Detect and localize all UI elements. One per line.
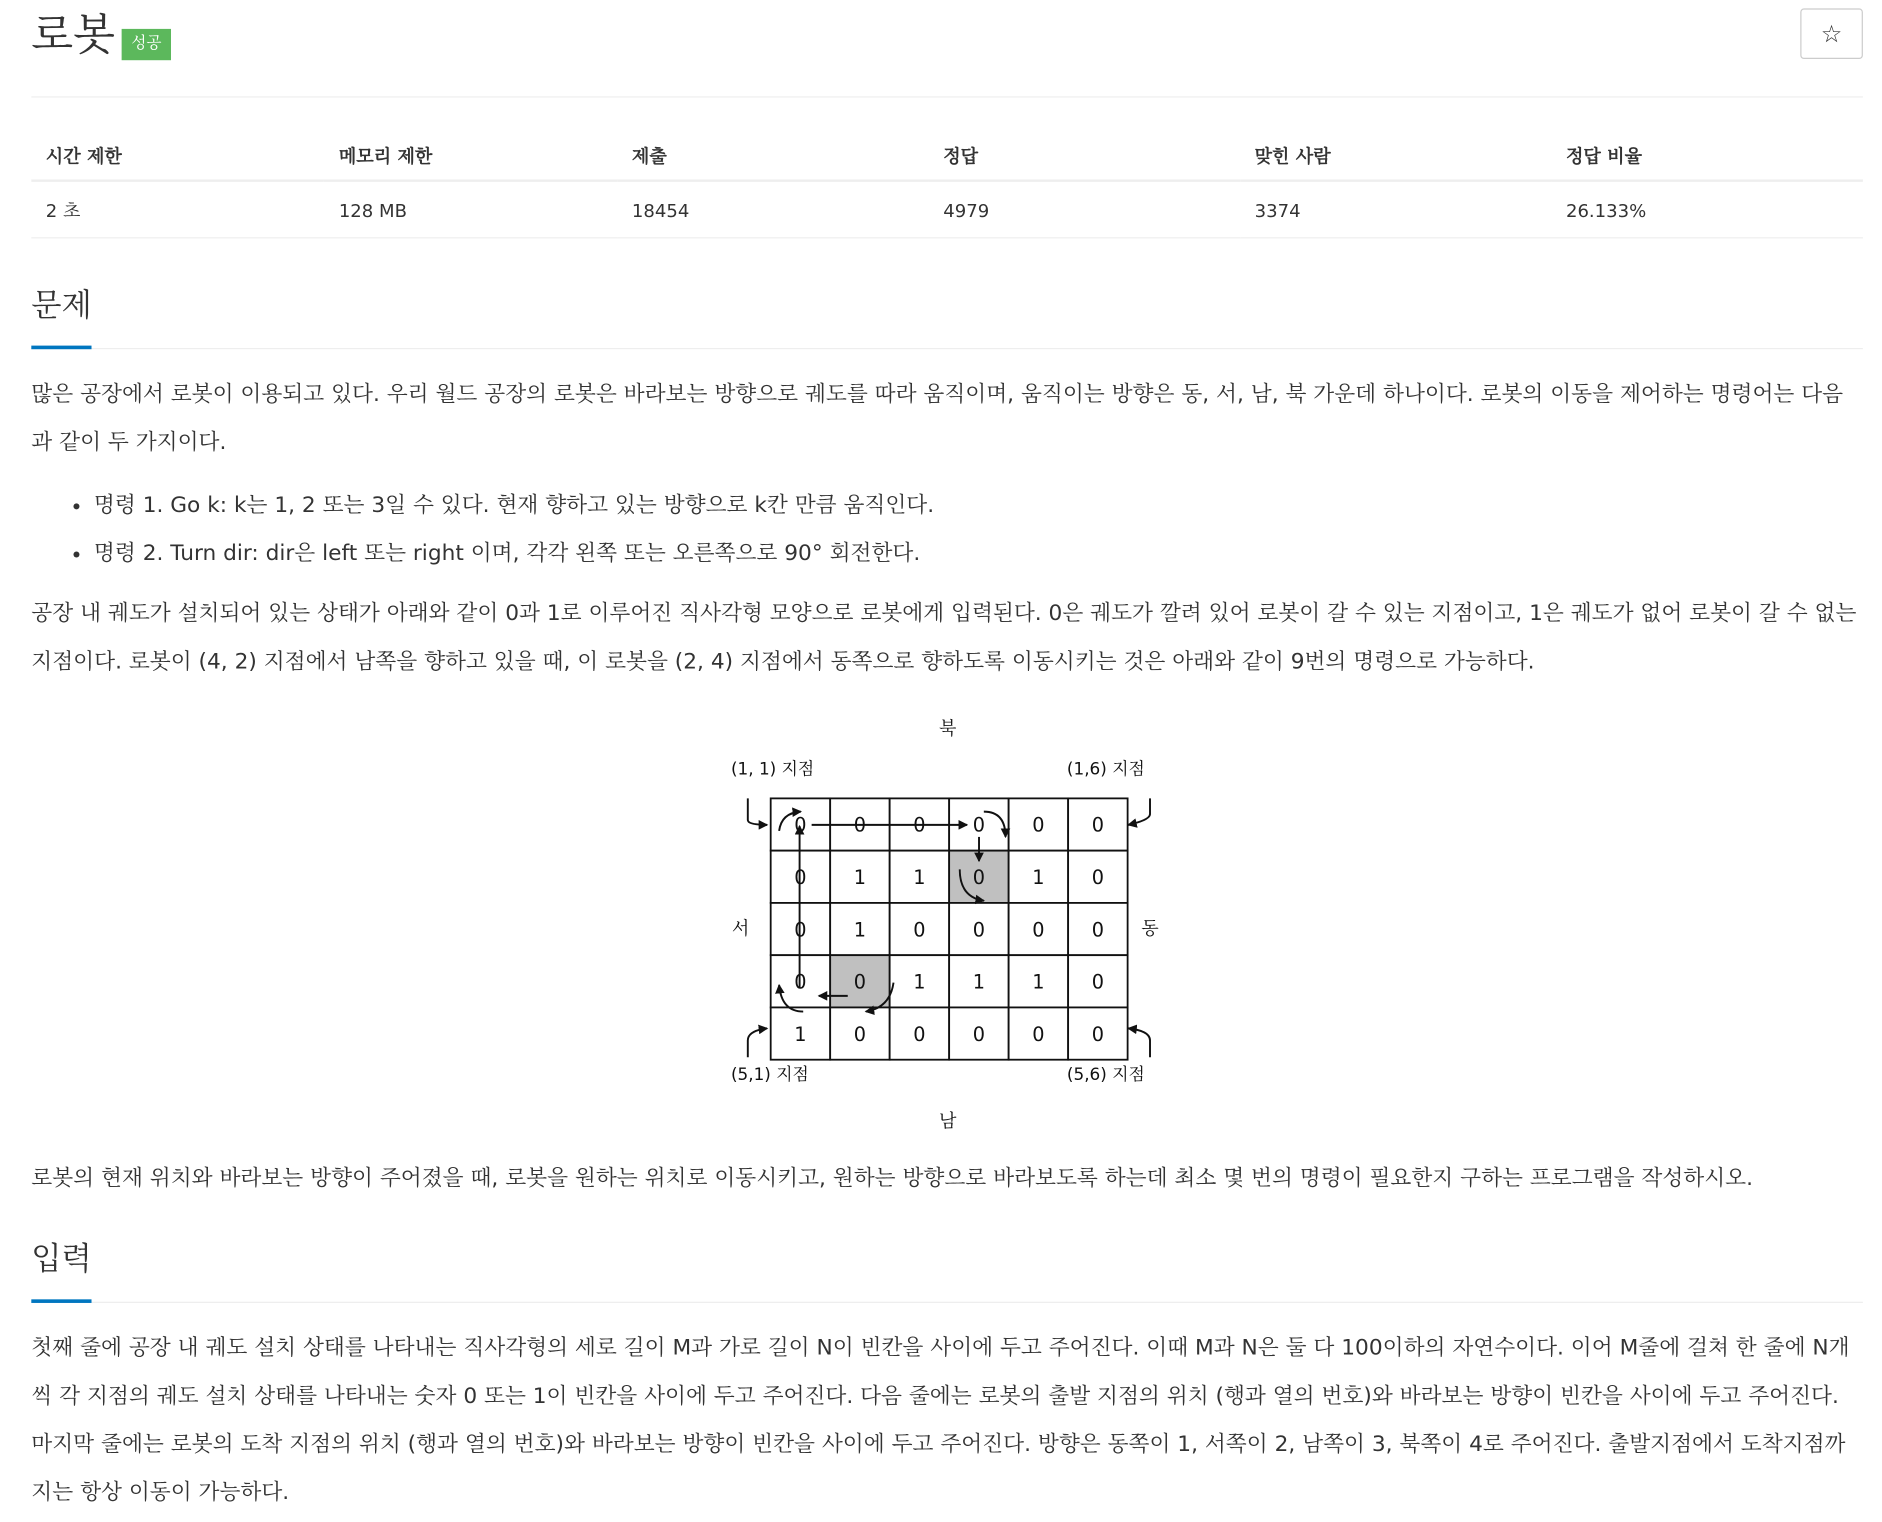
entry-arrow-bottom-right [1128,1028,1150,1057]
entry-arrow-top-right [1128,798,1150,824]
grid-cell-value: 0 [793,866,806,890]
value-accepted: 4979 [929,181,1240,238]
input-section-title: 입력 [31,1232,91,1303]
grid-cell-value: 0 [1091,1022,1104,1046]
grid-cell-value: 0 [912,1022,925,1046]
grid-cell-value: 0 [853,1022,866,1046]
header-time-limit: 시간 제한 [31,134,324,181]
grid-cell-value: 0 [1091,970,1104,994]
command-item-go: • 명령 1. Go k: k는 1, 2 또는 3일 수 있다. 현재 향하고 있는 방향으로 k칸 만큼 움직인다. [94,482,1863,530]
entry-arrow-top-left [747,798,766,824]
header-ratio: 정답 비율 [1551,134,1862,181]
header-accepted: 정답 [929,134,1240,181]
grid-cell-value: 0 [1091,813,1104,837]
grid-cell-value: 0 [853,813,866,837]
grid-cell-value: 0 [853,970,866,994]
grid-cell-value: 1 [1031,866,1044,890]
compass-north: 북 [938,718,956,740]
info-header-row [31,134,1863,181]
entry-arrow-bottom-left [747,1028,766,1057]
problem-paragraph-2: 공장 내 궤도가 설치되어 있는 상태가 아래와 같이 0과 1로 이루어진 직사각형 모양으로 로봇에게 입력된다. 0은 궤도가 깔려 있어 로봇이 갈 수 있는 지점이고, 1은 궤도가 없어 로봇이 갈 수 없는 지점이다. 로봇이 (4, 2) 지점에서 남쪽을 향하고 있을 때, 이 로봇을 (2, 4) 지점에서 동쪽으로 향하도록 이동시키는 것은 아래와 같이 9번의 명령으로 가능하다. [31,600,1857,675]
grid-cell-value: 0 [972,1022,985,1046]
info-value-row [31,181,1863,238]
problem-description [31,371,1863,1203]
compass-east: 동 [1140,918,1159,940]
value-solvers: 3374 [1240,181,1551,238]
corner-label-top-right: (1,6) 지점 [1066,758,1145,779]
header-solvers: 맞힌 사람 [1240,134,1551,181]
header-memory-limit: 메모리 제한 [324,134,617,181]
track-grid [770,798,1127,1059]
corner-label-top-left: (1, 1) 지점 [730,758,814,779]
grid-cell-value: 0 [1091,866,1104,890]
grid-cell-value: 0 [912,813,925,837]
grid-cell-value: 0 [793,813,806,837]
input-description [31,1325,1863,1518]
header-submissions: 제출 [617,134,928,181]
value-time-limit: 2 초 [31,181,324,238]
corner-label-bottom-right: (5,6) 지점 [1066,1064,1145,1085]
robot-grid-figure [706,710,1188,1137]
compass-west: 서 [731,918,749,940]
grid-cell-value: 0 [972,918,985,942]
info-table [31,134,1863,239]
value-ratio: 26.133% [1551,181,1862,238]
page-title: 로봇 [31,10,116,61]
problem-section-header [31,278,1863,349]
grid-cell-value: 0 [793,970,806,994]
grid-cell-value: 1 [972,970,985,994]
command-item-turn: • 명령 2. Turn dir: dir은 left 또는 right 이며, 각각 왼쪽 또는 오른쪽으로 90° 회전한다. [94,530,1863,578]
grid-cell-value: 1 [853,918,866,942]
grid-cell-value: 0 [1031,813,1044,837]
grid-cell-value: 0 [1091,918,1104,942]
input-paragraph-1: 첫째 줄에 공장 내 궤도 설치 상태를 나타내는 직사각형의 세로 길이 M과 가로 길이 N이 빈칸을 사이에 두고 주어진다. 이때 M과 N은 둘 다 100이하의 자연수이다. 이어 M줄에 걸쳐 한 줄에 N개씩 각 지점의 궤도 설치 상태를 나타내는 숫자 0 또는 1이 빈칸을 사이에 두고 주어진다. 다음 줄에는 로봇의 출발 지점의 위치 (행과 열의 번호)와 바라보는 방향이 빈칸을 사이에 두고 주어진다. 마지막 줄에는 로봇의 도착 지점의 위치 (행과 열의 번호)와 바라보는 방향이 빈칸을 사이에 두고 주어진다. 방향은 동쪽이 1, 서쪽이 2, 남쪽이 3, 북쪽이 4로 주어진다. 출발지점에서 도착지점까지는 항상 이동이 가능하다. [31,1335,1850,1506]
grid-cell-value: 0 [1031,918,1044,942]
star-icon: ☆ [1820,19,1843,49]
grid-cell-value: 0 [912,918,925,942]
status-badge: 성공 [122,29,172,60]
grid-cell-value: 0 [972,866,985,890]
grid-cell-value: 1 [912,970,925,994]
star-button[interactable] [1800,8,1863,59]
grid-cell-value: 0 [972,813,985,837]
corner-label-bottom-left: (5,1) 지점 [730,1064,809,1085]
problem-header [31,0,1863,98]
value-submissions: 18454 [617,181,928,238]
grid-cell-value: 0 [793,918,806,942]
compass-south: 남 [938,1111,956,1133]
problem-paragraph-1: 많은 공장에서 로봇이 이용되고 있다. 우리 월드 공장의 로봇은 바라보는 방향으로 궤도를 따라 움직이며, 움직이는 방향은 동, 서, 남, 북 가운데 하나이다. 로봇의 이동을 제어하는 명령어는 다음과 같이 두 가지이다. [31,381,1844,456]
problem-paragraph-3: 로봇의 현재 위치와 바라보는 방향이 주어졌을 때, 로봇을 원하는 위치로 이동시키고, 원하는 방향으로 바라보도록 하는데 최소 몇 번의 명령이 필요한지 구하는 프로그램을 작성하시오. [31,1165,1754,1191]
value-memory-limit: 128 MB [324,181,617,238]
problem-section-title: 문제 [31,278,91,349]
grid-cell-value: 1 [1031,970,1044,994]
command-list [31,482,1863,578]
grid-cell-value: 1 [912,866,925,890]
grid-cell-value: 1 [853,866,866,890]
grid-cell-value: 0 [1031,1022,1044,1046]
grid-cell-value: 1 [793,1022,806,1046]
input-section-header [31,1232,1863,1303]
